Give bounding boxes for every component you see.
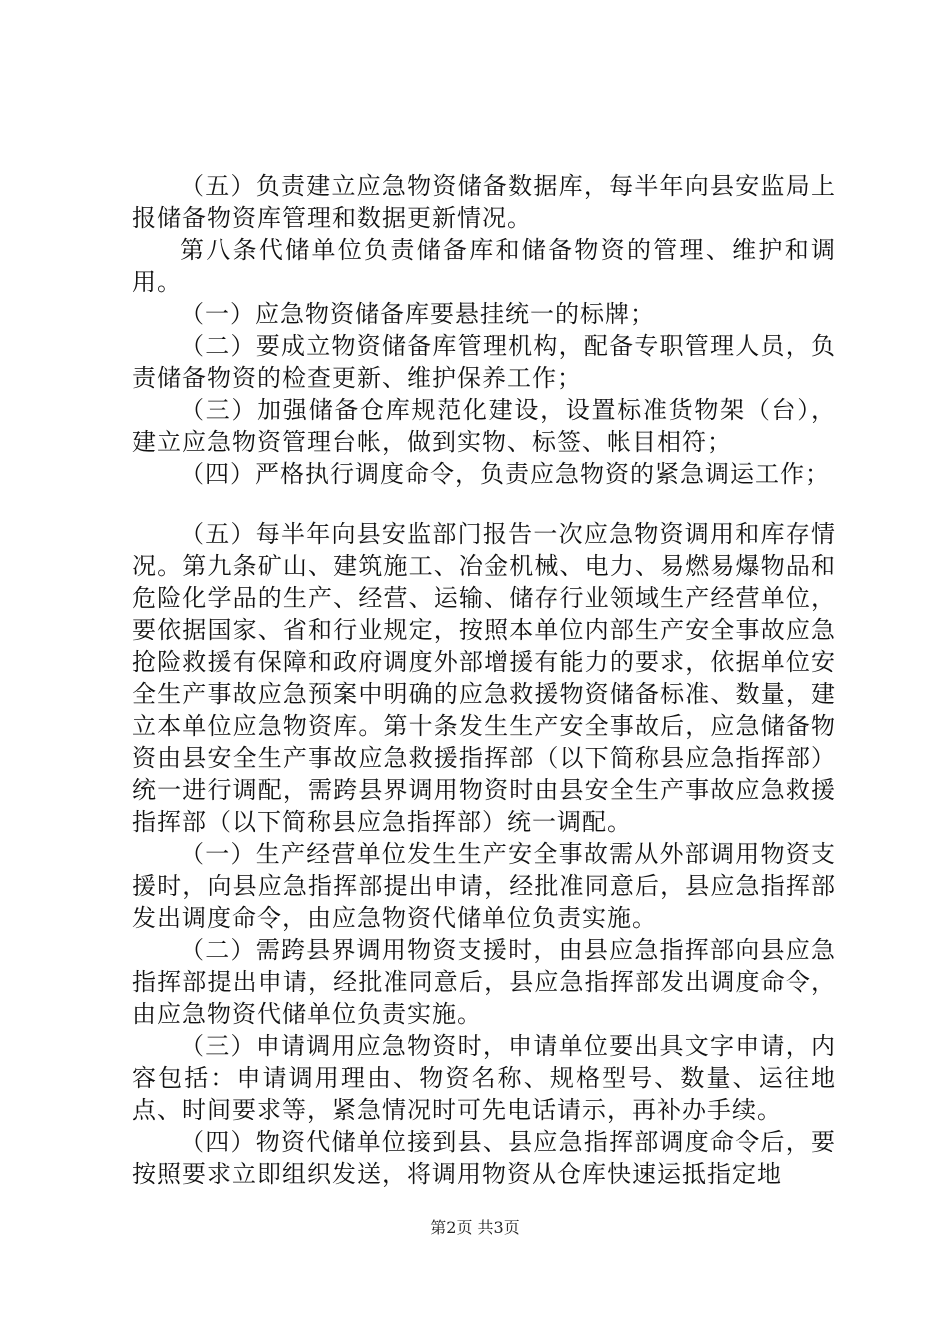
paragraph-item4-dispatch: （四）严格执行调度命令，负责应急物资的紧急调运工作； bbox=[180, 460, 830, 488]
paragraph-dispatch-item3: （三）申请调用应急物资时，申请单位要出具文字申请，内容包括：申请调用理由、物资名称、规格型号、数量、运往地点、时间要求等，紧急情况时可先电话请示，再补办手续。 bbox=[132, 1032, 836, 1124]
paragraph-item3-warehouse: （三）加强储备仓库规范化建设，设置标准货物架（台），建立应急物资管理台帐，做到实物、标签、帐目相符； bbox=[132, 396, 836, 456]
page-number-footer: 第2页 共3页 bbox=[430, 1218, 520, 1237]
paragraph-dispatch-item2: （二）需跨县界调用物资支援时，由县应急指挥部向县应急指挥部提出申请，经批准同意后，县应急指挥部发出调度命令，由应急物资代储单位负责实施。 bbox=[132, 936, 836, 1028]
paragraph-gap bbox=[132, 490, 836, 518]
paragraph-item5-database: （五）负责建立应急物资储备数据库，每半年向县安监局上报储备物资库管理和数据更新情况。 bbox=[132, 172, 836, 232]
paragraph-dispatch-item1: （一）生产经营单位发生生产安全事故需从外部调用物资支援时，向县应急指挥部提出申请，经批准同意后，县应急指挥部发出调度命令，由应急物资代储单位负责实施。 bbox=[132, 840, 836, 932]
document-body bbox=[132, 170, 836, 1190]
paragraph-dispatch-item4: （四）物资代储单位接到县、县应急指挥部调度命令后，要按照要求立即组织发送，将调用物资从仓库快速运抵指定地 bbox=[132, 1128, 836, 1188]
paragraph-item1-sign: （一）应急物资储备库要悬挂统一的标牌； bbox=[180, 300, 655, 328]
paragraph-item2-staff: （二）要成立物资储备库管理机构，配备专职管理人员，负责储备物资的检查更新、维护保养工作； bbox=[132, 332, 836, 392]
paragraph-article8: 第八条代储单位负责储备库和储备物资的管理、维护和调用。 bbox=[132, 236, 836, 296]
paragraph-item5-report-articles9-10: （五）每半年向县安监部门报告一次应急物资调用和库存情况。第九条矿山、建筑施工、冶金机械、电力、易燃易爆物品和危险化学品的生产、经营、运输、储存行业领域生产经营单位，要依据国家、省和行业规定，按照本单位内部生产安全事故应急抢险救援有保障和政府调度外部增援有能力的要求，依据单位安全生产事故应急预案中明确的应急救援物资储备标准、数量，建立本单位应急物资库。第十条发生生产安全事故后，应急储备物资由县安全生产事故应急救援指挥部（以下简称县应急指挥部）统一进行调配，需跨县界调用物资时由县安全生产事故应急救援指挥部（以下简称县应急指挥部）统一调配。 bbox=[132, 520, 836, 836]
